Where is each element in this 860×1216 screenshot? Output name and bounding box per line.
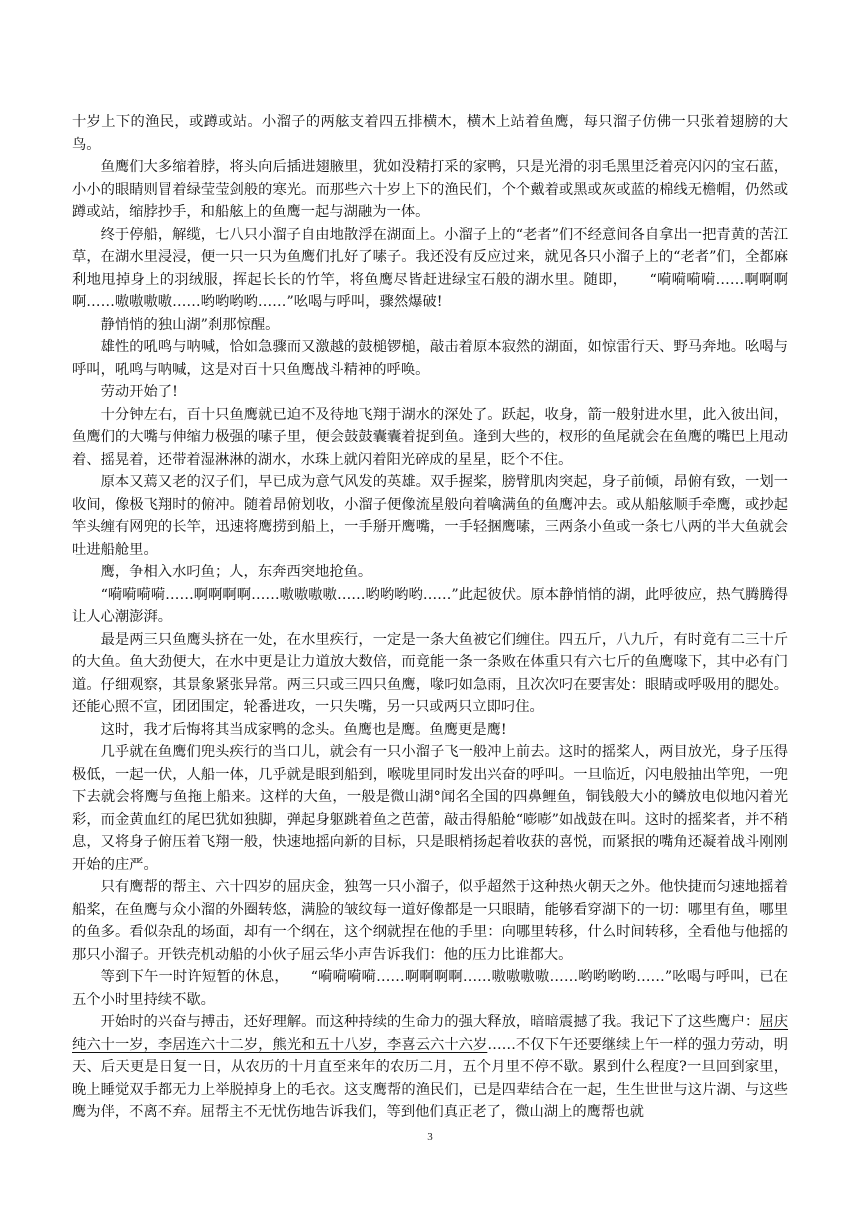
paragraph-16-tail: ……不仅下午还要继续上午一样的强力劳动，明天、后天更是日复一日，从农历的十月直至来年的农历二月，五个月里不停不歇。累到什么程度?一旦回到家里，晚上睡觉双手都无力上举脱掉身上的毛衣。这支鹰帮的渔民们，已是四辈结合在一起，生生世世与这片湖、与这些鹰为伴，不离不弃。屈帮主不无忧伤地告诉我们，等到他们真正老了，微山湖上的鹰帮也就 — [72, 1036, 789, 1120]
underlined-names: 屈庆纯六十一岁，李居连六十二岁，熊光和五十八岁，李喜云六十六岁 — [72, 1014, 789, 1053]
paragraph-13: 几乎就在鱼鹰们兜头疾行的当口儿，就会有一只小溜子飞一般冲上前去。这时的摇桨人，两目放光，身子压得极低，一起一伏，人船一体，几乎就是眼到船到，喉咙里同时发出兴奋的呼叫。一旦临近，闪电般抽出竿兜，一兜下去就会将鹰与鱼拖上船来。这样的大鱼，一般是微山湖°闻名全国的四鼻鲤鱼，铜钱般大小的鳞放电似地闪着光彩，而金黄血红的尾巴犹如独脚，弹起身躯跳着鱼之芭蕾，敲击得船舱“嘭嘭”如战鼓在叫。这时的摇桨者，并不稍息，又将身子俯压着飞翔一般，快速地摇向新的目标，只是眼梢扬起着收获的喜悦，而紧抿的嘴角还凝着战斗刚刚开始的庄严。 — [72, 744, 788, 873]
paragraph-2: 鱼鹰们大多缩着脖，将头向后插进翅腋里，犹如没精打采的家鸭，只是光滑的羽毛黑里泛着亮闪闪的宝石蓝，小小的眼睛则冒着绿莹莹剑般的寒光。而那些六十岁上下的渔民们，个个戴着或黑或灰或蓝的棉线无檐帽，仍然或蹲或站，缩脖抄手，和船舷上的鱼鹰一起与湖融为一体。 — [72, 159, 788, 220]
paragraph-5: 雄性的吼鸣与呐喊，恰如急骤而又激越的鼓槌锣槌，敲击着原本寂然的湖面，如惊雷行天、野马奔地。吆喝与呼叫，吼鸣与呐喊，这是对百十只鱼鹰战斗精神的呼唤。 — [72, 339, 788, 378]
paragraph-6: 劳动开始了! — [100, 384, 178, 400]
article-body — [72, 111, 788, 1124]
paragraph-14: 只有鹰帮的帮主、六十四岁的屈庆金，独驾一只小溜子，似乎超然于这种热火朝天之外。他快捷而匀速地摇着船桨，在鱼鹰与众小溜的外圈转悠，满脸的皱纹每一道好像都是一只眼睛，能够看穿湖下的一切：哪里有鱼，哪里的鱼多。看似杂乱的场面，却有一个纲在，这个纲就捏在他的手里：向哪里转移，什么时间转移，全看他与他摇的那只小溜子。开铁壳机动船的小伙子屈云华小声告诉我们：他的压力比谁都大。 — [72, 879, 788, 963]
paragraph-8: 原本又蔫又老的汉子们，早已成为意气风发的英雄。双手握桨，膀臂肌肉突起，身子前倾，昂俯有致，一划一收间，像极飞翔时的俯冲。随着昂俯划收，小溜子便像流星般向着噙满鱼的鱼鹰冲去。或从船舷顺手牵鹰，或抄起竿头缠有网兜的长竿，迅速将鹰捞到船上，一手掰开鹰嘴，一手轻捆鹰嗉，三两条小鱼或一条七八两的半大鱼就会吐进船舱里。 — [72, 474, 788, 558]
paragraph-10: “嗬嗬嗬嗬……啊啊啊啊……嗷嗷嗷嗷……哟哟哟哟……”此起彼伏。原本静悄悄的湖，此呼彼应，热气腾腾得让人心潮澎湃。 — [72, 586, 788, 625]
paragraph-11: 最是两三只鱼鹰头挤在一处，在水里疾行，一定是一条大鱼被它们缠住。四五斤，八九斤，有时竟有二三十斤的大鱼。鱼大劲便大，在水中更是让力道放大数倍，而竟能一条一条败在体重只有六七斤的鱼鹰喙下，其中必有门道。仔细观察，其景象紧张异常。两三只或三四只鱼鹰，喙叼如急雨，且次次叼在要害处：眼睛或呼吸用的腮处。还能心照不宣，团团围定，轮番进攻，一只失嘴，另一只或两只立即叼住。 — [72, 631, 788, 715]
page-number: 3 — [427, 1131, 433, 1143]
paragraph-15: 等到下午一时许短暂的休息， “嗬嗬嗬嗬……啊啊啊啊……嗷嗷嗷嗷……哟哟哟哟……”吆喝与呼叫，已在五个小时里持续不歇。 — [72, 969, 788, 1008]
paragraph-16 — [72, 1011, 788, 1124]
paragraph-4: 静悄悄的独山湖”刹那惊醒。 — [100, 316, 280, 333]
paragraph-9: 鹰，争相入水叼鱼；人，东奔西突地抢鱼。 — [100, 564, 373, 580]
paragraph-7: 十分钟左右，百十只鱼鹰就已迫不及待地飞翔于湖水的深处了。跃起，收身，箭一般射进水里，此入彼出间，鱼鹰们的大嘴与伸缩力极强的嗉子里，便会鼓鼓囊囊着捉到鱼。逢到大些的，杈形的鱼尾就会在鱼鹰的嘴巴上甩动着、摇晃着，还带着湿淋淋的湖水，水珠上就闪着阳光碎成的星星，眨个不住。 — [72, 406, 788, 468]
paragraph-3: 终于停船，解缆，七八只小溜子自由地散浮在湖面上。小溜子上的“老者”们不经意间各自拿出一把青黄的苦江草，在湖水里浸浸，便一只一只为鱼鹰们扎好了嗉子。我还没有反应过来，就见各只小溜子上的“老者”们，全都麻利地甩掉身上的羽绒服，挥起长长的竹竿，将鱼鹰尽皆赶进绿宝石般的湖水里。随即， “嗬嗬嗬嗬……啊啊啊啊……嗷嗷嗷嗷……哟哟哟哟……”吆喝与呼叫，骤然爆破! — [72, 226, 788, 310]
paragraph-16-lead: 开始时的兴奋与搏击，还好理解。而这种持续的生命力的强大释放，暗暗震撼了我。我记下了这些鹰户： — [100, 1014, 760, 1030]
paragraph-12: 这时，我才后悔将其当成家鸭的念头。鱼鹰也是鹰。鱼鹰更是鹰! — [100, 721, 507, 738]
paragraph-1: 十岁上下的渔民，或蹲或站。小溜子的两舷支着四五排横木，横木上站着鱼鹰，每只溜子仿佛一只张着翅膀的大鸟。 — [72, 114, 788, 153]
